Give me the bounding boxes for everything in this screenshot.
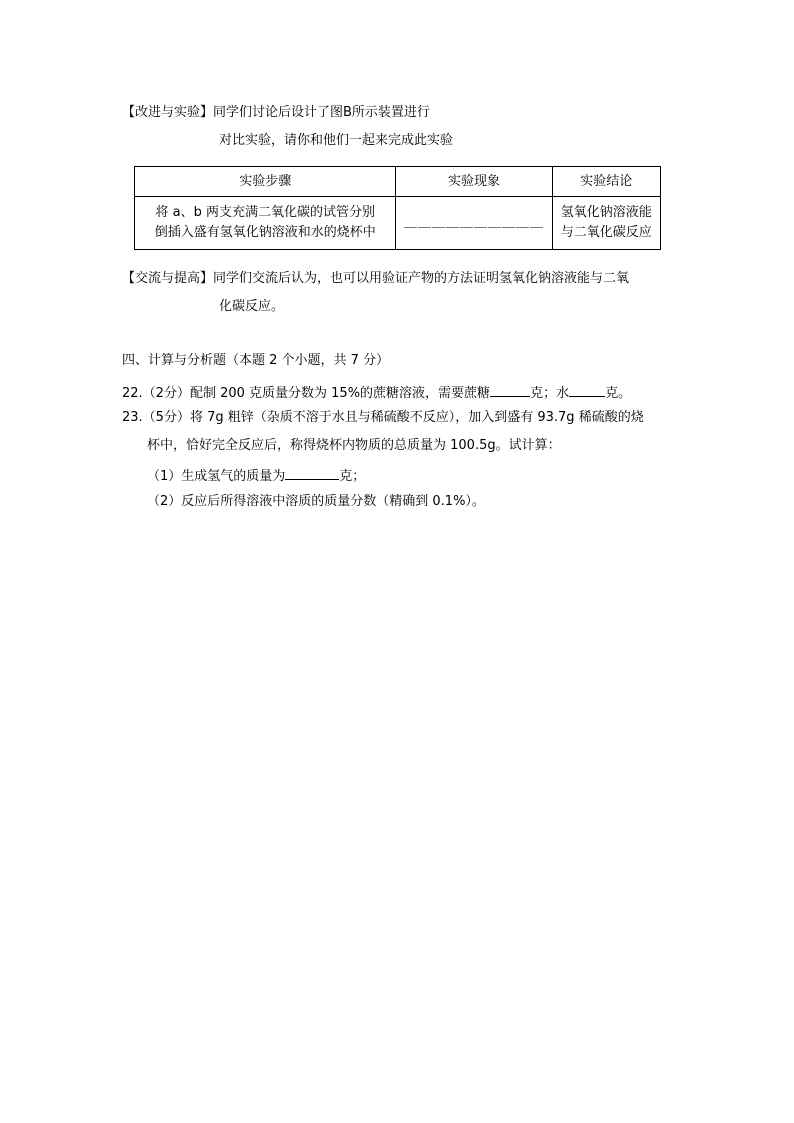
q22-blank-water [569, 382, 605, 397]
exchange-line-2: 化碳反应。 [219, 299, 285, 314]
phenomenon-blank: ＿＿＿＿＿＿＿＿＿＿ [404, 215, 545, 230]
q22-mid: 克；水 [530, 386, 570, 401]
conclusion-line-1: 氢氧化钠溶液能 [560, 205, 652, 220]
table-row [135, 197, 661, 250]
experiment-table [134, 166, 661, 250]
q22-suffix: 克。 [605, 386, 632, 401]
conclusion-line-2: 与二氧化碳反应 [560, 225, 652, 240]
question-23-sub-2: （2）反应后所得溶液中溶质的质量分数（精确到 0.1%）。 [147, 494, 485, 509]
q22-prefix: 22.（2分）配制 200 克质量分数为 15%的蔗糖溶液，需要蔗糖 [122, 386, 491, 401]
cell-phenomenon [396, 197, 552, 250]
header-phenomenon: 实验现象 [396, 167, 552, 197]
section-title: 四、计算与分析题（本题 2 个小题，共 7 分） [122, 353, 390, 368]
question-23-line-2: 杯中，恰好完全反应后，称得烧杯内物质的总质量为 100.5g。试计算： [147, 438, 561, 453]
table-header-row [135, 167, 661, 197]
improve-line-2: 对比实验，请你和他们一起来完成此实验 [219, 133, 454, 148]
cell-conclusion [552, 197, 660, 250]
question-22 [122, 382, 631, 403]
header-steps: 实验步骤 [135, 167, 396, 197]
step-line-1: 将 a、b 两支充满二氧化碳的试管分别 [155, 205, 375, 220]
question-23-line-1: 23.（5分）将 7g 粗锌（杂质不溶于水且与稀硫酸不反应），加入到盛有 93.7g 稀硫酸的烧 [122, 410, 644, 425]
q23-blank-hydrogen [285, 465, 339, 480]
question-23-sub-1 [147, 465, 365, 486]
header-conclusion: 实验结论 [552, 167, 660, 197]
cell-step [135, 197, 396, 250]
exchange-line-1: 【交流与提高】同学们交流后认为，也可以用验证产物的方法证明氢氧化钠溶液能与二氧 [122, 271, 630, 286]
q22-blank-sugar [490, 382, 530, 397]
q23-sub1-suffix: 克； [339, 469, 366, 484]
step-line-2: 倒插入盛有氢氧化钠溶液和水的烧杯中 [154, 225, 376, 240]
improve-line-1: 【改进与实验】同学们讨论后设计了图B所示装置进行 [122, 105, 430, 120]
q23-sub1-prefix: （1）生成氢气的质量为 [147, 469, 286, 484]
